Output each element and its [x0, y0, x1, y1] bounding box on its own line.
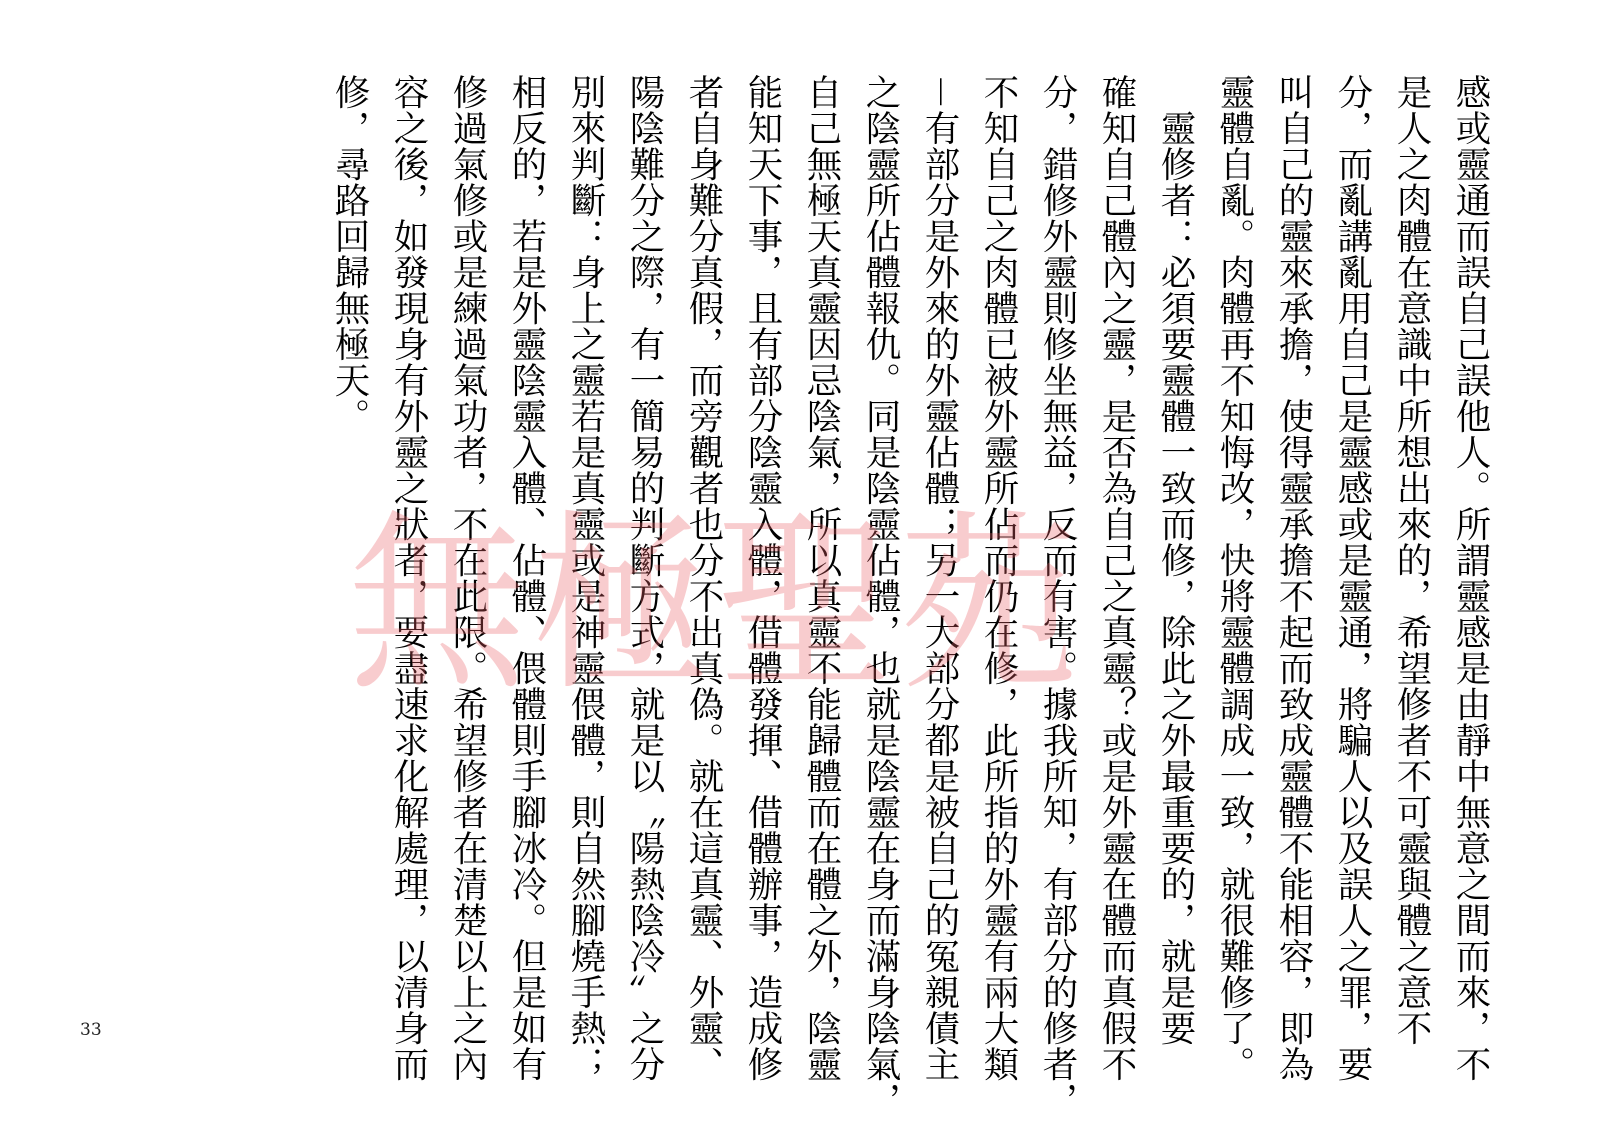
text-line-11: 之陰靈所佔體報仇。同是陰靈佔體，也就是陰靈在身而滿身陰氣，: [860, 74, 901, 1118]
text-line-9: 不知自己之肉體已被外靈所佔而仍在修，此所指的外靈有兩大類: [978, 74, 1019, 1082]
text-line-12: 自己無極天真靈因忌陰氣，所以真靈不能歸體而在體之外，陰靈: [801, 74, 842, 1082]
text-line-4: 叫自己的靈來承擔，使得靈承擔不起而致成靈體不能相容，即為: [1273, 74, 1314, 1082]
text-line-15: 陽陰難分之際，有一簡易的判斷方式，就是以〝陽熱陰冷〞之分: [624, 74, 665, 1082]
text-line-1: 感或靈通而誤自己誤他人。所謂靈感是由靜中無意之間而來，不: [1450, 74, 1491, 1082]
text-line-7: 確知自己體內之靈，是否為自己之真靈？或是外靈在體而真假不: [1096, 74, 1137, 1082]
page-number: 33: [80, 1020, 102, 1040]
text-line-20: 修，尋路回歸無極天。: [329, 74, 370, 434]
text-line-8: 分，錯修外靈則修坐無益，反而有害。據我所知，有部分的修者，: [1037, 74, 1078, 1118]
text-line-18: 修過氣修或是練過氣功者，不在此限。希望修者在清楚以上之內: [447, 74, 488, 1082]
text-line-16: 別來判斷：身上之靈若是真靈或是神靈偎體，則自然腳燒手熱；: [565, 74, 606, 1082]
text-line-10: －有部分是外來的外靈佔體；另一大部分都是被自己的冤親債主: [919, 74, 960, 1083]
text-line-19: 容之後，如發現身有外靈之狀者，要盡速求化解處理，以清身而: [388, 74, 429, 1082]
text-line-6: 靈修者：必須要靈體一致而修，除此之外最重要的，就是要: [1155, 74, 1196, 1046]
watermark: 無極聖苑: [348, 493, 1084, 717]
text-line-13: 能知天下事，且有部分陰靈入體，借體發揮、借體辦事，造成修: [742, 74, 783, 1082]
text-line-5: 靈體自亂。肉體再不知悔改，快將靈體調成一致，就很難修了。: [1214, 74, 1255, 1082]
text-line-2: 是人之肉體在意識中所想出來的，希望修者不可靈與體之意不: [1391, 74, 1432, 1046]
text-line-17: 相反的，若是外靈陰靈入體、佔體、偎體則手腳冰冷。但是如有: [506, 74, 547, 1082]
vertical-text-block: [320, 74, 1500, 1118]
text-line-3: 分，而亂講亂用自己是靈感或是靈通，將騙人以及誤人之罪，要: [1332, 74, 1373, 1082]
text-line-14: 者自身難分真假，而旁觀者也分不出真偽。就在這真靈、外靈、: [683, 74, 724, 1082]
